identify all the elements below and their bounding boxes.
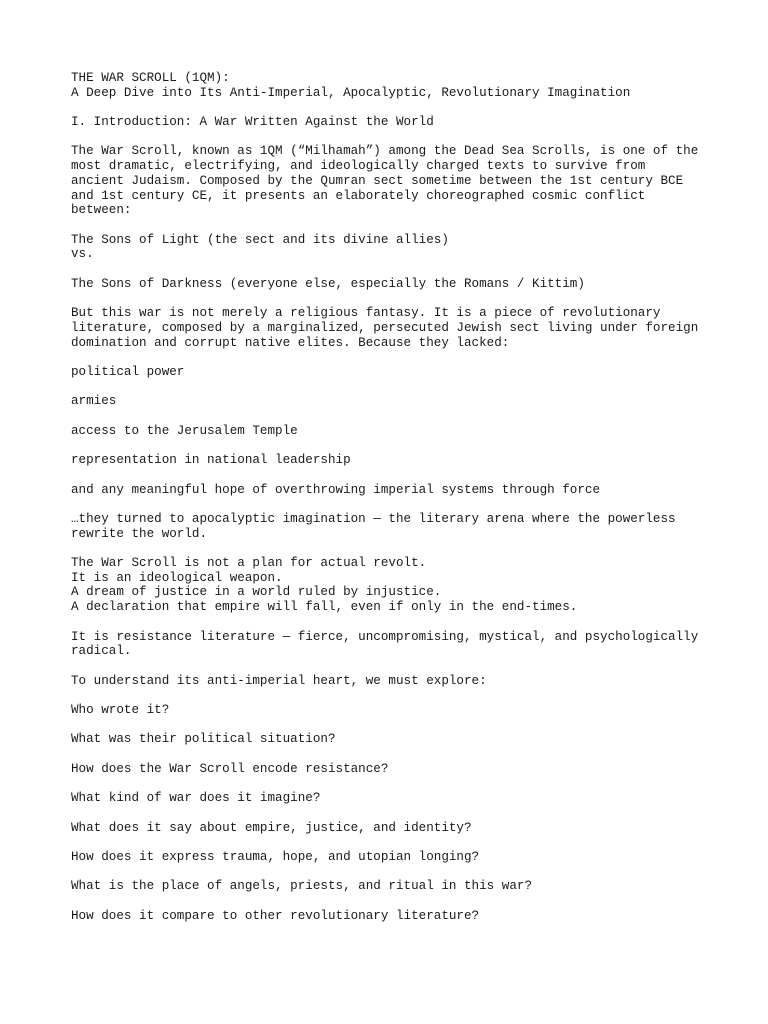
text-line: What kind of war does it imagine?: [71, 791, 321, 806]
text-line: rewrite the world.: [71, 526, 208, 541]
paragraph: [71, 365, 731, 380]
text-line: How does it express trauma, hope, and utopian longing?: [71, 849, 480, 864]
paragraph: [71, 674, 731, 689]
paragraph: [71, 556, 731, 615]
text-line: It is resistance literature — fierce, uncompromising, mystical, and psychologically: [71, 629, 699, 644]
text-line: A declaration that empire will fall, even if only in the end-times.: [71, 600, 578, 615]
paragraph: [71, 394, 731, 409]
text-line: But this war is not merely a religious fantasy. It is a piece of revolutionary: [71, 306, 661, 321]
text-line: ancient Judaism. Composed by the Qumran sect sometime between the 1st century BCE: [71, 173, 684, 188]
paragraph: [71, 277, 731, 292]
paragraph: [71, 630, 731, 659]
text-line: political power: [71, 364, 185, 379]
paragraph: [71, 850, 731, 865]
text-line: I. Introduction: A War Written Against the World: [71, 115, 434, 130]
text-line: armies: [71, 394, 117, 409]
text-line: and 1st century CE, it presents an elaborately choreographed cosmic conflict: [71, 188, 646, 203]
text-line: Who wrote it?: [71, 703, 170, 717]
text-line: A dream of justice in a world ruled by injustice.: [71, 585, 442, 600]
text-line: most dramatic, electrifying, and ideologically charged texts to survive from: [71, 159, 646, 174]
section-heading: [71, 115, 731, 130]
paragraph: [71, 821, 731, 836]
text-line: The War Scroll is not a plan for actual revolt.: [71, 556, 427, 571]
text-line: What is the place of angels, priests, and ritual in this war?: [71, 879, 533, 894]
text-line: access to the Jerusalem Temple: [71, 423, 298, 438]
text-line: literature, composed by a marginalized, persecuted Jewish sect living under foreign: [71, 320, 699, 335]
text-line: How does it compare to other revolutionary literature?: [71, 908, 480, 923]
paragraph: [71, 483, 731, 498]
text-line: How does the War Scroll encode resistance?: [71, 761, 389, 776]
text-line: It is an ideological weapon.: [71, 570, 283, 585]
paragraph: [71, 762, 731, 777]
text-line: The Sons of Light (the sect and its divine allies): [71, 232, 449, 247]
document-title: [71, 71, 731, 100]
text-line: A Deep Dive into Its Anti-Imperial, Apocalyptic, Revolutionary Imagination: [71, 85, 631, 100]
paragraph: [71, 909, 731, 924]
paragraph: [71, 732, 731, 747]
paragraph: [71, 424, 731, 439]
text-line: representation in national leadership: [71, 453, 351, 468]
text-line: vs.: [71, 247, 94, 262]
text-line: What was their political situation?: [71, 732, 336, 747]
paragraph: [71, 703, 731, 718]
text-line: domination and corrupt native elites. Because they lacked:: [71, 335, 510, 350]
text-line: …they turned to apocalyptic imagination — the literary arena where the powerless: [71, 511, 676, 526]
text-line: THE WAR SCROLL (1QM):: [71, 71, 230, 85]
text-line: between:: [71, 203, 132, 218]
paragraph: [71, 791, 731, 806]
text-line: and any meaningful hope of overthrowing imperial systems through force: [71, 482, 601, 497]
document-page: [71, 71, 731, 938]
paragraph: [71, 453, 731, 468]
paragraph: [71, 306, 731, 350]
text-line: What does it say about empire, justice, and identity?: [71, 820, 472, 835]
text-line: To understand its anti-imperial heart, we must explore:: [71, 673, 487, 688]
text-line: The War Scroll, known as 1QM (“Milhamah”) among the Dead Sea Scrolls, is one of the: [71, 144, 699, 159]
paragraph: [71, 233, 731, 262]
paragraph: [71, 879, 731, 894]
text-line: radical.: [71, 644, 132, 659]
text-line: The Sons of Darkness (everyone else, especially the Romans / Kittim): [71, 276, 585, 291]
paragraph: [71, 512, 731, 541]
paragraph: [71, 144, 731, 218]
